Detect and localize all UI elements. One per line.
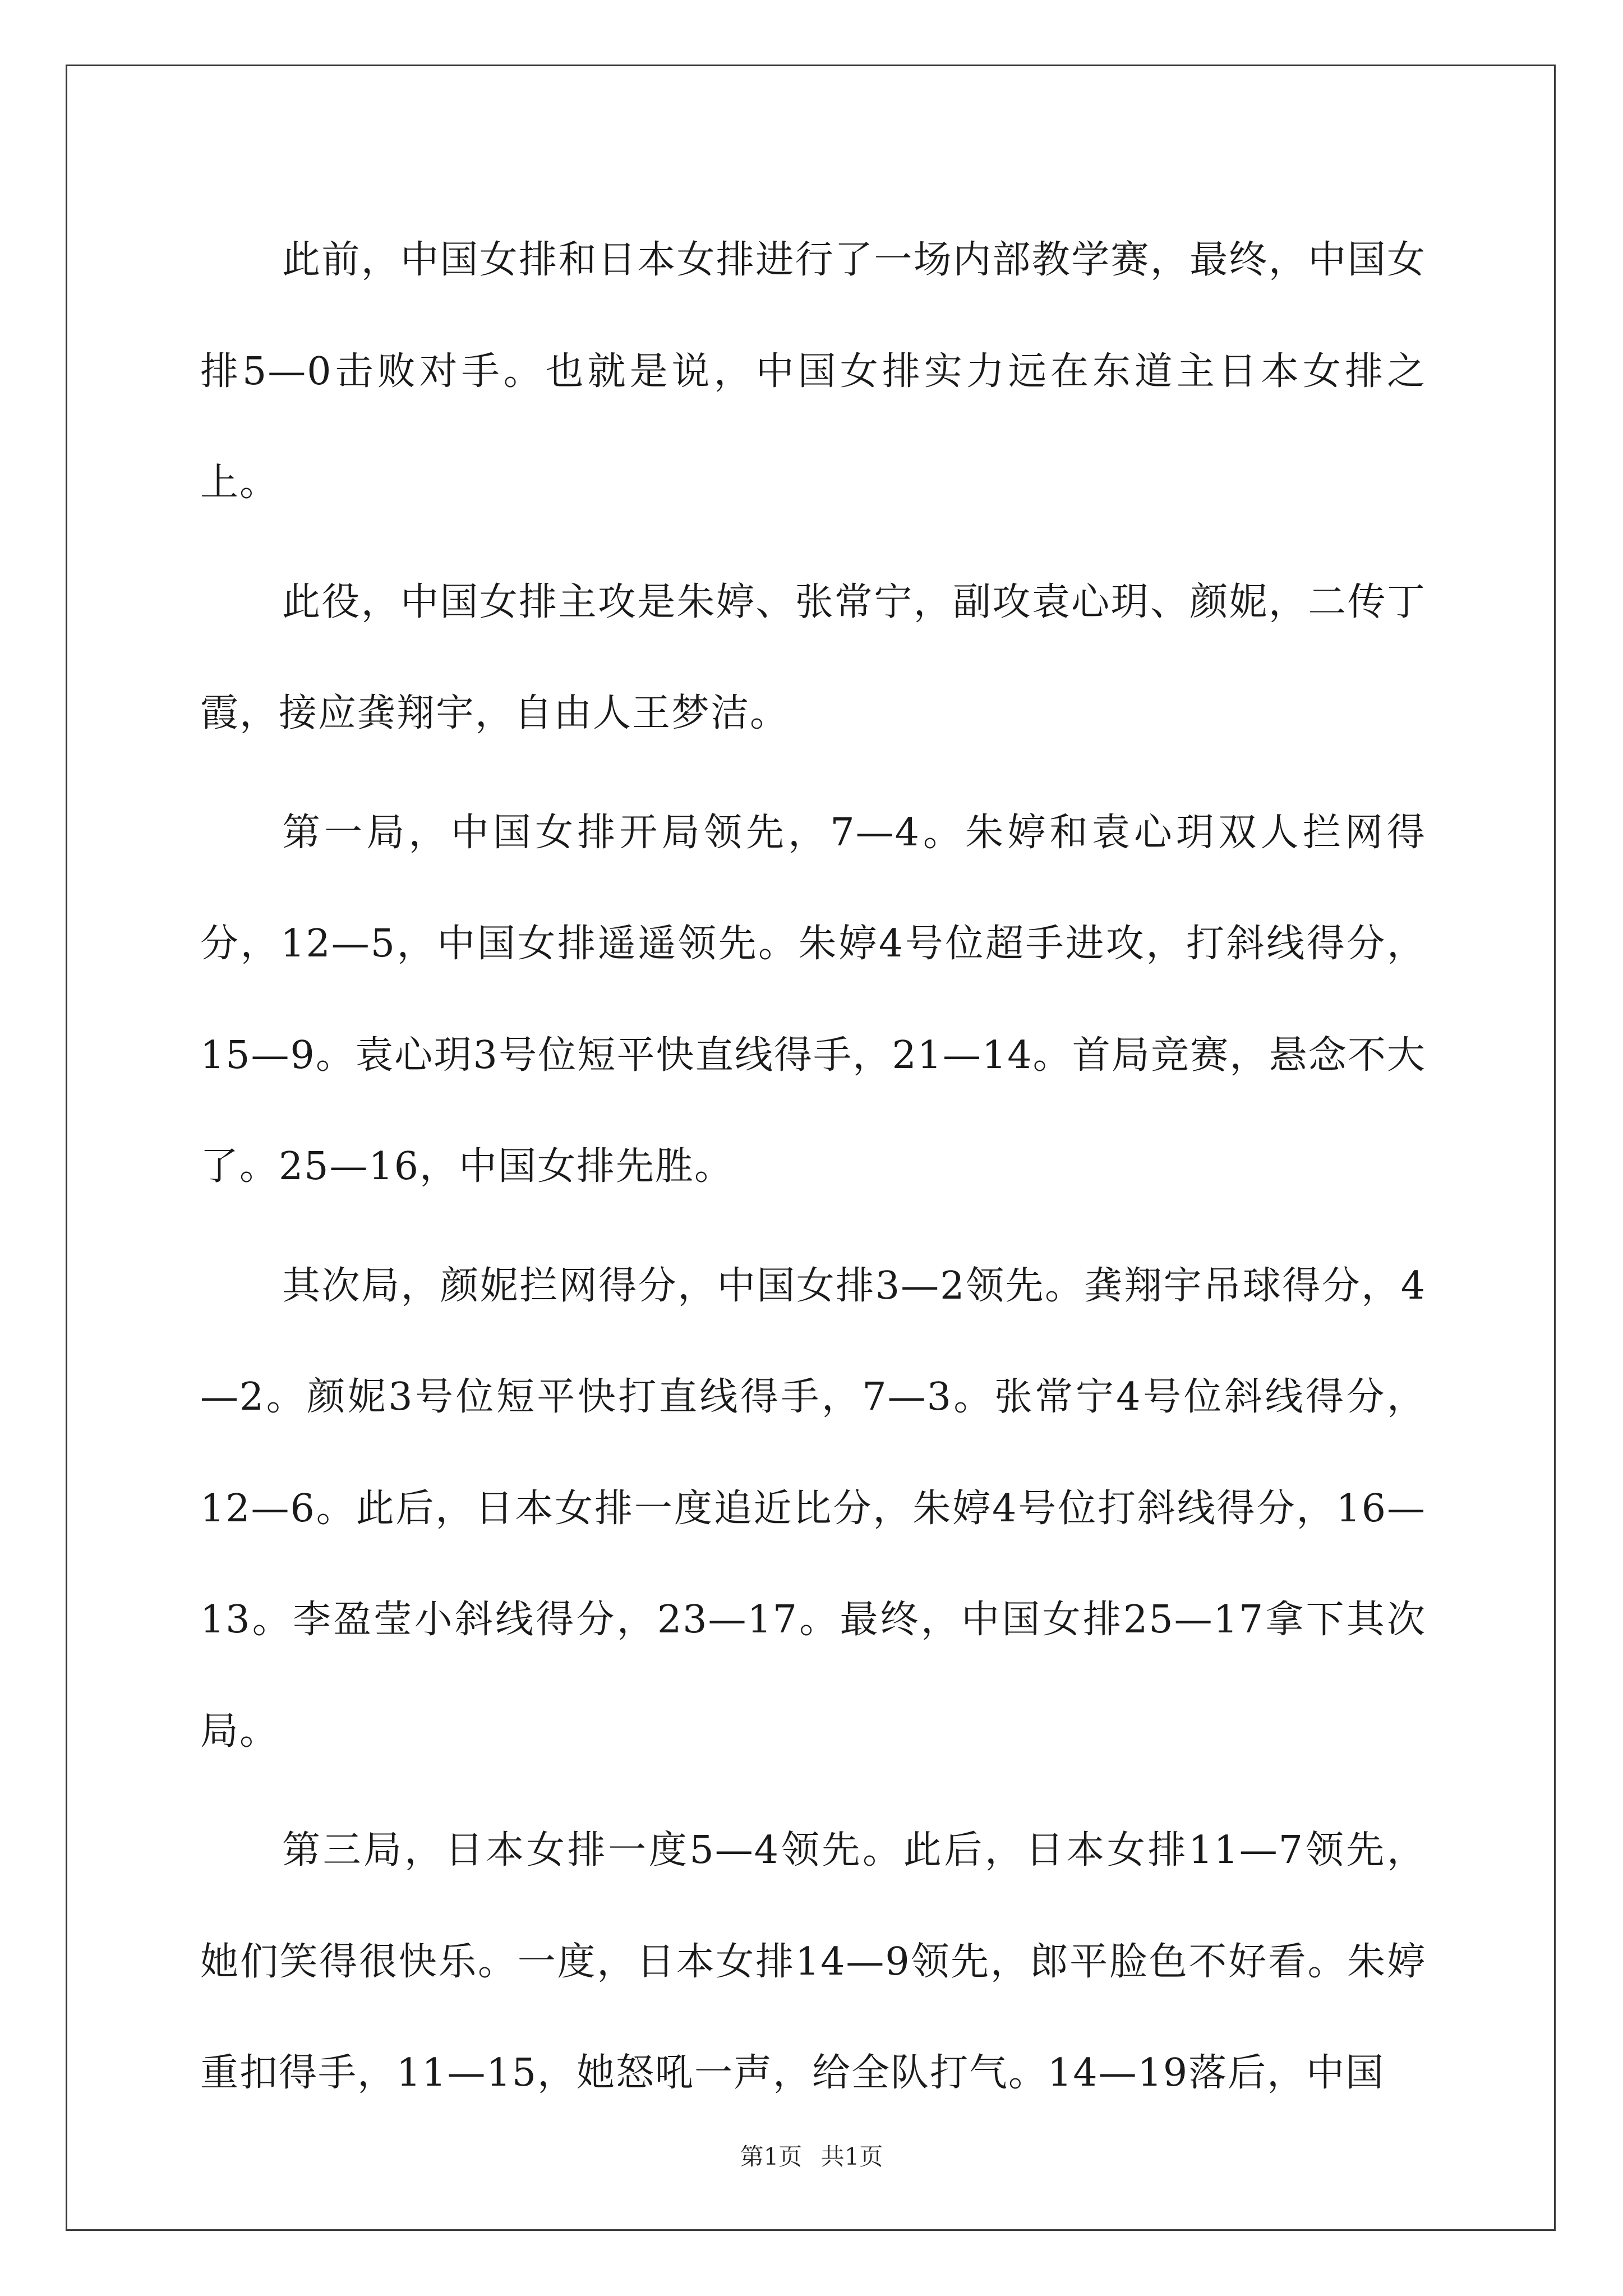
page-footer	[0, 2140, 1623, 2174]
page-number: 第1页	[740, 2143, 803, 2170]
document-body	[200, 205, 1426, 2137]
paragraph-second-set: 其次局，颜妮拦网得分，中国女排3—2领先。龚翔宇吊球得分，4—2。颜妮3号位短平快打直线得手，7—3。张常宁4号位斜线得分，12—6。此后，日本女排一度追近比分，朱婷4号位打斜线得分，16—13。李盈莹小斜线得分，23—17。最终，中国女排25—17拿下其次局。	[200, 1263, 1426, 1754]
paragraph-intro: 此前，中国女排和日本女排进行了一场内部教学赛，最终，中国女排5—0击败对手。也就是说，中国女排实力远在东道主日本女排之上。	[200, 238, 1426, 505]
paragraph-lineup: 此役，中国女排主攻是朱婷、张常宁，副攻袁心玥、颜妮，二传丁霞，接应龚翔宇，自由人王梦洁。	[200, 579, 1426, 735]
page-total: 共1页	[820, 2143, 883, 2170]
paragraph-first-set: 第一局，中国女排开局领先，7—4。朱婷和袁心玥双人拦网得分，12—5，中国女排遥遥领先。朱婷4号位超手进攻，打斜线得分，15—9。袁心玥3号位短平快直线得手，21—14。首局竞赛，悬念不大了。25—16，中国女排先胜。	[200, 810, 1426, 1189]
paragraph-third-set: 第三局，日本女排一度5—4领先。此后，日本女排11—7领先，她们笑得很快乐。一度，日本女排14—9领先，郎平脸色不好看。朱婷重扣得手，11—15，她怒吼一声，给全队打气。14—19落后，中国	[200, 1828, 1426, 2095]
